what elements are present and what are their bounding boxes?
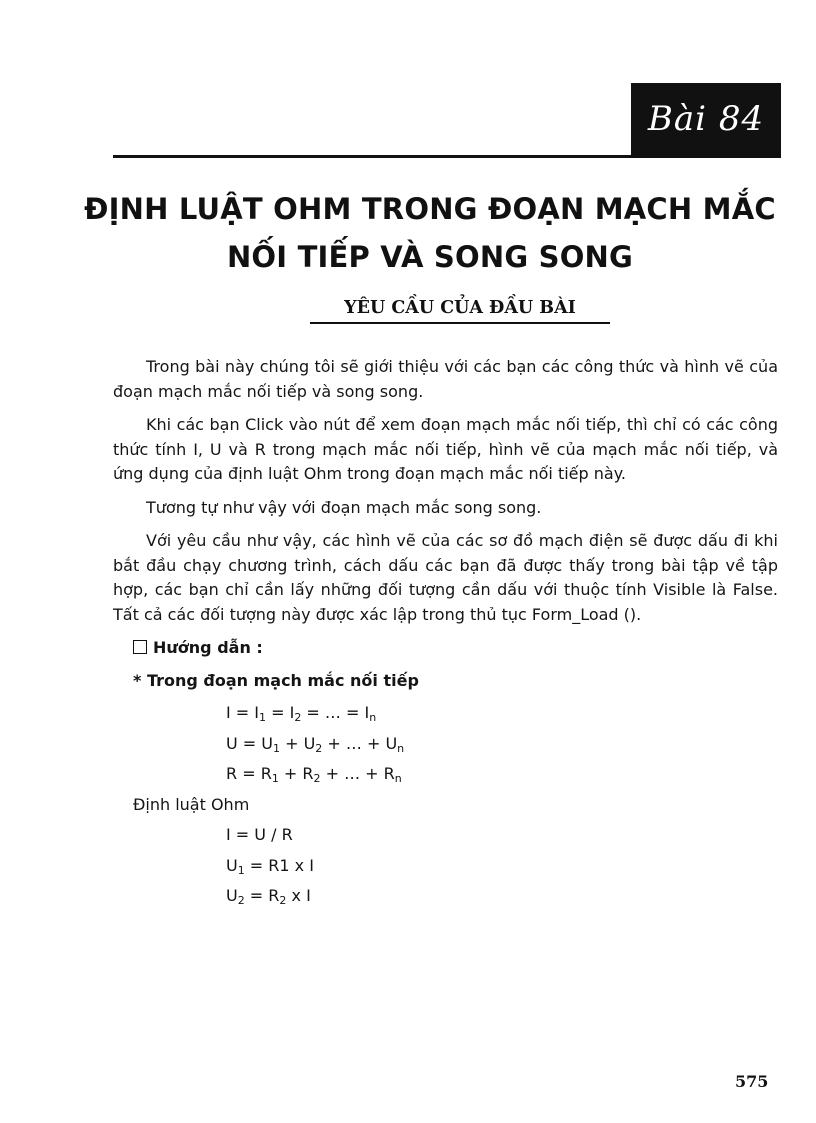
paragraph-parallel: Tương tự như vậy với đoạn mạch mắc song song. [146,497,542,517]
subtitle-underline [310,322,610,324]
section-subtitle: YÊU CẦU CỦA ĐẦU BÀI [344,298,576,318]
header-rule [113,155,781,158]
checkbox-icon [133,640,147,654]
page-title [80,185,780,281]
title-line-1: ĐỊNH LUẬT OHM TRONG ĐOẠN MẠCH MẮC [84,192,776,226]
formula-u2: $U_2 = R_2$ x I [226,886,311,907]
page-number: 575 [735,1072,769,1091]
guide-heading-label: Hướng dẫn : [153,638,263,657]
ohm-law-label: Định luật Ohm [133,794,250,814]
formula-resistance-series: $R = R_1 + R_2$ + … + $R_n$ [226,764,402,785]
formula-voltage-series: $U = U_1 + U_2$ + … + $U_n$ [226,733,405,755]
paragraph-intro: Trong bài này chúng tôi sẽ giới thiệu với các bạn các công thức và hình vẽ của đoạn mạch mắc nối tiếp và song song. [113,357,778,401]
formula-current-series: $I = I_1 = I_2$ = … = $I_n$ [226,703,377,724]
lesson-badge: Bài 84 [631,83,781,155]
body-text [113,355,778,915]
title-line-2: NỐI TIẾP VÀ SONG SONG [226,240,634,274]
paragraph-visible: Với yêu cầu như vậy, các hình vẽ của các sơ đồ mạch điện sẽ được dấu đi khi bắt đầu chạy chương trình, cách dấu các bạn đã được thấy trong bài tập về tập hợp, các bạn chỉ cần lấy những đối tượng cần dấu với thuộc tính Visible là False. Tất cả các đối tượng này được xác lập trong thủ tục Form_Load (). [113,531,778,624]
paragraph-click: Khi các bạn Click vào nút để xem đoạn mạch mắc nối tiếp, thì chỉ có các công thức tính I, U và R trong mạch mắc nối tiếp, hình vẽ của mạch mắc nối tiếp, và ứng dụng của định luật Ohm trong đoạn mạch mắc nối tiếp này. [113,415,778,483]
formula-ohm: I = U / R [226,825,293,844]
formula-u1: $U_1 = R1$ x I [226,855,314,877]
series-heading: * Trong đoạn mạch mắc nối tiếp [133,670,419,690]
guide-heading [133,636,778,661]
